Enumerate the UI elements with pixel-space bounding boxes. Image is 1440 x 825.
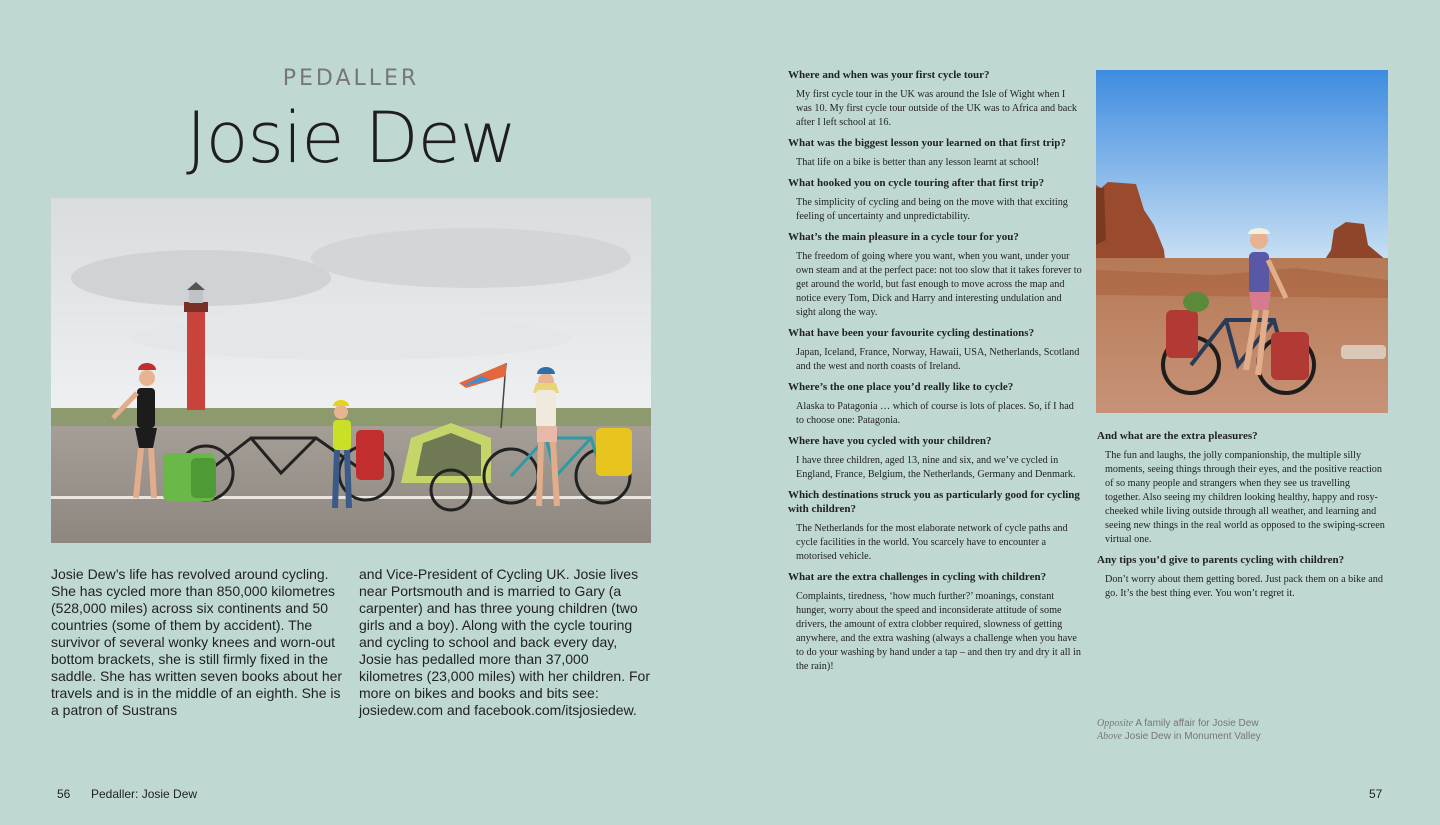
photo-captions [1097, 717, 1261, 743]
qa-item [788, 68, 1083, 130]
bio-column-1: Josie Dew’s life has revolved around cycling. She has cycled more than 850,000 kilometres (528,000 miles) across six continents and 50 countries (some of them by accident). The survivor of several wonky knees and worn-out bottom brackets, she is still firmly fixed in the saddle. She has written seven books about her travels and is in the middle of an eighth. She is a patron of Sustrans [51, 566, 343, 718]
caption-line-2 [1097, 730, 1261, 743]
qa-column-1 [788, 68, 1083, 680]
answer: My first cycle tour in the UK was around the Isle of Wight when I was 10. My first cycle tour outside of the UK was to Africa and back after I left school at 16. [796, 89, 1077, 128]
caption-text: A family affair for Josie Dew [1135, 718, 1259, 729]
answer: The Netherlands for the most elaborate network of cycle paths and cycle facilities in the world. You scarcely have to encounter a motorised vehicle. [796, 523, 1068, 562]
answer: Don’t worry about them getting bored. Just pack them on a bike and go. It’s the best thing ever. You won’t regret it. [1105, 574, 1383, 599]
qa-item [788, 434, 1083, 482]
answer: I have three children, aged 13, nine and six, and we’ve cycled in England, France, Belgium, the Netherlands, Germany and Denmark. [796, 455, 1076, 480]
family-cycling-photo [51, 198, 651, 543]
qa-item [1097, 429, 1387, 547]
answer: The freedom of going where you want, when you want, under your own steam and at the perfect pace: not too slow that it takes forever to get around the world, but fast enough to move across the map and notice every Tom, Dick and Harry and interesting undulation and sight along the way. [796, 251, 1082, 318]
question: What have been your favourite cycling destinations? [788, 327, 1035, 339]
page-kicker: PEDALLER [282, 66, 420, 91]
answer: The fun and laughs, the jolly companionship, the multiple silly moments, seeing things through their eyes, and the positive reaction of so many people and strangers when they see us travelling together. Also seeing my children looking healthy, happy and rosy-cheeked while living outside through all weather, and learning and seeing new things in the real world as opposed to the swiping-screen virtual one. [1105, 450, 1385, 545]
caption-text: Josie Dew in Monument Valley [1124, 731, 1261, 742]
qa-item [1097, 553, 1387, 601]
question: Which destinations struck you as particularly good for cycling with children? [788, 489, 1080, 515]
qa-item [788, 136, 1083, 170]
qa-item [788, 230, 1083, 320]
qa-item [788, 488, 1083, 564]
page-number-right: 57 [1369, 787, 1383, 801]
page-title: Josie Dew [186, 97, 516, 179]
qa-item [788, 570, 1083, 674]
question: What was the biggest lesson your learned on that first trip? [788, 137, 1066, 149]
question: Any tips you’d give to parents cycling with children? [1097, 554, 1345, 566]
qa-item [788, 326, 1083, 374]
answer: Complaints, tiredness, ‘how much further?’ moanings, constant hunger, worry about the speed and inconsiderate attitude of some drivers, the amount of extra clobber required, slowness of getting anywhere, and the extra washing (always a challenge when you have to do your washing by hand under a tap – and then try and dry it all in the rain)! [796, 591, 1081, 672]
caption-label: Above [1097, 731, 1122, 742]
caption-label: Opposite [1097, 718, 1134, 729]
question: Where and when was your first cycle tour? [788, 69, 990, 81]
qa-column-2 [1097, 429, 1387, 607]
caption-line-1 [1097, 717, 1261, 730]
qa-item [788, 380, 1083, 428]
footer-title: Pedaller: Josie Dew [91, 787, 198, 801]
answer: Japan, Iceland, France, Norway, Hawaii, USA, Netherlands, Scotland and the west and north coasts of Ireland. [796, 347, 1080, 372]
bio-column-2: and Vice-President of Cycling UK. Josie lives near Portsmouth and is married to Gary (a carpenter) and has three young children (two girls and a boy). Along with the cycle touring and cycling to school and back every day, Josie has pedalled more than 37,000 kilometres (23,000 miles) with her children. For more on bikes and books and bits see: josiedew.com and facebook.com/itsjosiedew. [359, 566, 650, 718]
question: Where have you cycled with your children? [788, 435, 992, 447]
answer: Alaska to Patagonia … which of course is lots of places. So, if I had to choose one: Patagonia. [796, 401, 1074, 426]
answer: The simplicity of cycling and being on the move with that exciting feeling of uncertainty and unpredictability. [796, 197, 1068, 222]
question: What’s the main pleasure in a cycle tour for you? [788, 231, 1019, 243]
question: Where’s the one place you’d really like to cycle? [788, 381, 1014, 393]
monument-valley-photo [1096, 70, 1388, 413]
question: What are the extra challenges in cycling with children? [788, 571, 1047, 583]
answer: That life on a bike is better than any lesson learnt at school! [796, 157, 1040, 168]
question: And what are the extra pleasures? [1097, 430, 1258, 442]
page-number-left: 56 [57, 787, 71, 801]
question: What hooked you on cycle touring after that first trip? [788, 177, 1045, 189]
qa-item [788, 176, 1083, 224]
